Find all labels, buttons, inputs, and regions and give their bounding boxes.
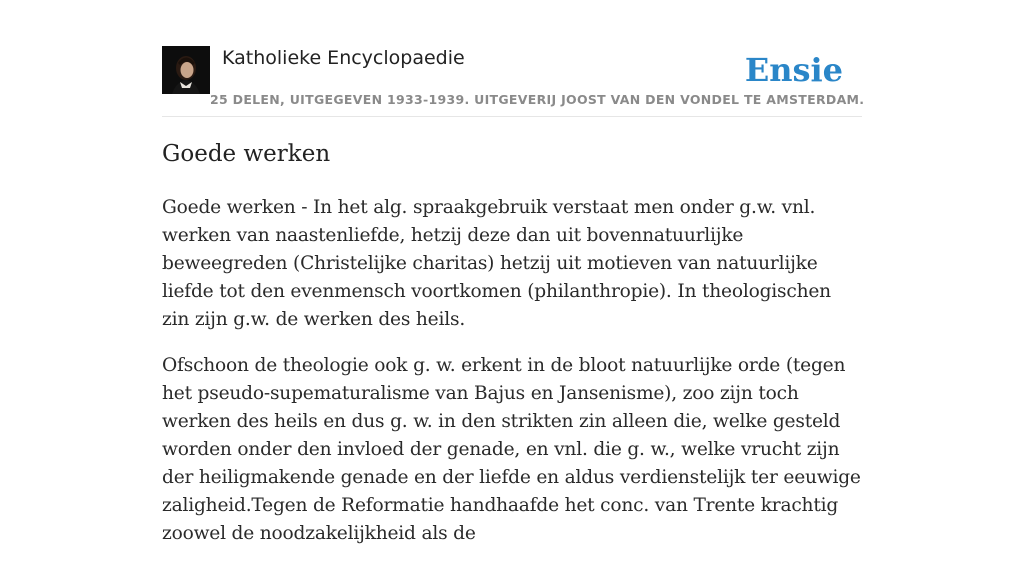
portrait-icon bbox=[162, 46, 210, 94]
article bbox=[162, 138, 862, 566]
book-title[interactable]: Katholieke Encyclopaedie bbox=[222, 47, 465, 69]
header bbox=[162, 46, 865, 117]
article-paragraph: Goede werken - In het alg. spraakgebruik verstaat men onder g.w. vnl. werken van naastenliefde, hetzij deze dan uit bovennatuurlijke beweegreden (Christelijke charitas) hetzij uit motieven van natuurlijke liefde tot den evenmensch voortkomen (philanthropie). In theologischen zin zijn g.w. de werken des heils. bbox=[162, 197, 831, 330]
article-title: Goede werken bbox=[162, 141, 331, 167]
article-paragraph: Ofschoon de theologie ook g. w. erkent in de bloot natuurlijke orde (tegen het pseudo-supematuralisme van Bajus en Jansenisme), zoo zijn toch werken des heils en dus g. w. in den strikten zin alleen die, welke gesteld worden onder den invloed der genade, en vnl. die g. w., welke vrucht zijn der heiligmakende genade en der liefde en aldus verdienstelijk ter eeuwige zaligheid.Tegen de Reformatie handhaafde het conc. van Trente krachtig zoowel de noodzakelijkheid als de bbox=[162, 355, 861, 544]
brand-logo-link[interactable]: Ensie bbox=[744, 51, 843, 89]
book-subtitle: 25 DELEN, UITGEGEVEN 1933-1939. UITGEVERIJ JOOST VAN DEN VONDEL TE AMSTERDAM. bbox=[210, 92, 865, 107]
avatar[interactable] bbox=[162, 46, 210, 94]
